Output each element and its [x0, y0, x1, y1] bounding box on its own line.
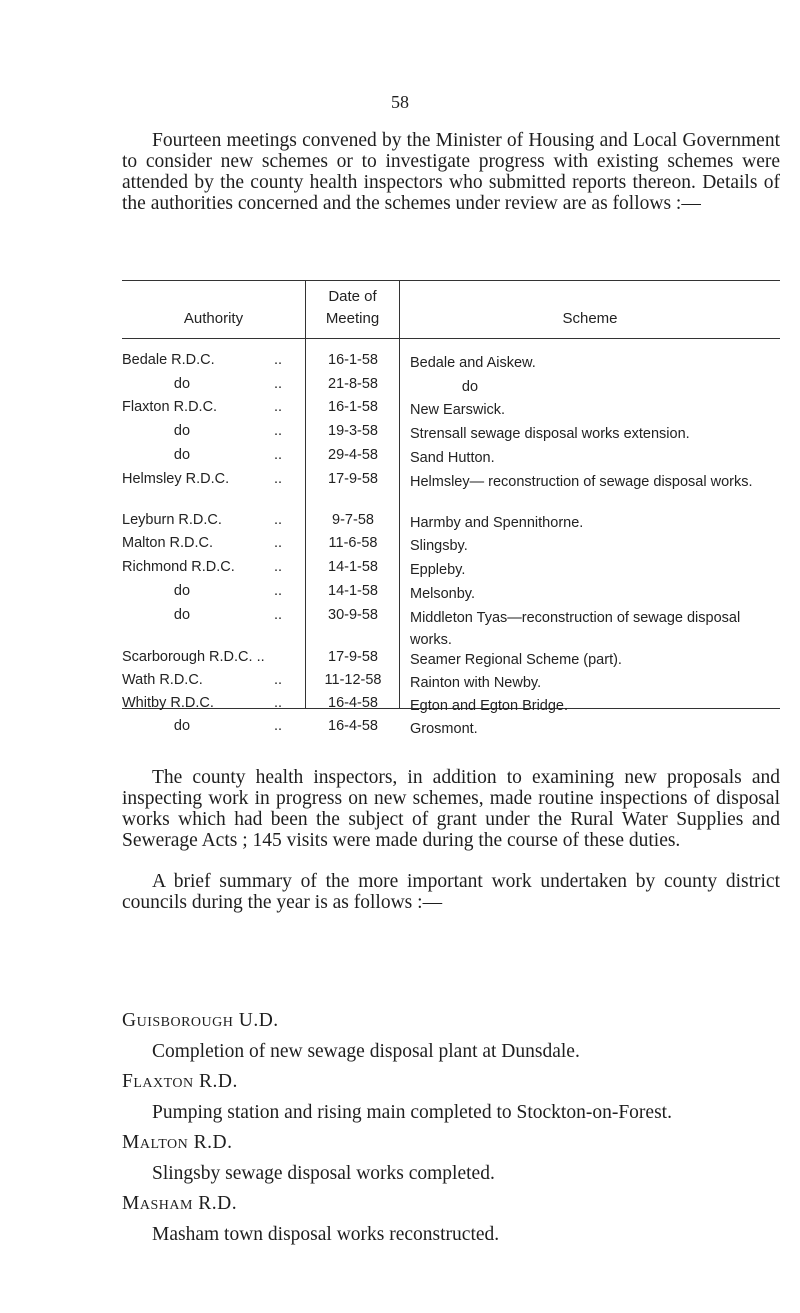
cell-scheme: Slingsby. [410, 538, 468, 554]
cell-scheme: Harmby and Spennithorne. [410, 515, 584, 531]
cell-leader-dots: .. [274, 512, 283, 528]
cell-leader-dots: .. [274, 607, 283, 623]
cell-scheme: Middleton Tyas—reconstruction of sewage disposal works. [410, 610, 741, 648]
cell-authority: Scarborough R.D.C. .. [122, 649, 265, 665]
cell-authority: Leyburn R.D.C. [122, 512, 222, 528]
table-row [122, 535, 780, 557]
cell-scheme: Strensall sewage disposal works extension. [410, 426, 690, 442]
cell-scheme: Grosmont. [410, 721, 478, 737]
header-scheme: Scheme [562, 310, 618, 327]
cell-date: 16-4-58 [328, 695, 378, 711]
cell-authority: Helmsley R.D.C. [122, 471, 230, 487]
cell-leader-dots: .. [274, 718, 283, 734]
cell-date: 14-1-58 [328, 559, 378, 575]
cell-authority: do [173, 718, 191, 734]
cell-leader-dots: .. [274, 352, 283, 368]
cell-scheme: Sand Hutton. [410, 450, 495, 466]
district-heading-text: Masham R.D. [122, 1193, 238, 1214]
district-work-description: Pumping station and rising main completed to Stockton-on-Forest. [152, 1102, 672, 1123]
cell-authority: Bedale R.D.C. [122, 352, 215, 368]
district-heading-text: Flaxton R.D. [122, 1071, 238, 1092]
cell-leader-dots: .. [274, 399, 283, 415]
district-heading-text: Guisborough U.D. [122, 1010, 279, 1031]
cell-date: 17-9-58 [328, 649, 378, 665]
table-header-rule [122, 338, 780, 339]
cell-date: 11-6-58 [328, 535, 378, 551]
table-row [122, 352, 780, 374]
cell-date: 16-1-58 [328, 352, 378, 368]
cell-leader-dots: .. [274, 672, 283, 688]
table-row [122, 559, 780, 581]
cell-scheme: Helmsley— reconstruction of sewage disposal works. [410, 474, 753, 490]
cell-date: 16-4-58 [328, 718, 378, 734]
table-column-divider [399, 280, 400, 708]
table-row [122, 649, 780, 671]
cell-leader-dots: .. [274, 471, 283, 487]
cell-authority: Whitby R.D.C. [122, 695, 214, 711]
cell-date: 16-1-58 [328, 399, 378, 415]
table-row [122, 512, 780, 534]
cell-date: 14-1-58 [328, 583, 378, 599]
cell-scheme: New Earswick. [410, 402, 506, 418]
table-row [122, 695, 780, 717]
inspections-paragraph: The county health inspectors, in addition to examining new proposals and inspecting work in progress on new schemes, made routine inspections of disposal works which had been the subject of grant under the Rural Water Supplies and Sewerage Acts ; 145 visits were made during the course of these duties. [122, 767, 780, 851]
table-row [122, 376, 780, 398]
cell-scheme: Egton and Egton Bridge. [410, 698, 569, 714]
table-column-divider [305, 280, 306, 708]
cell-leader-dots: .. [274, 695, 283, 711]
table-row [122, 399, 780, 421]
table-row [122, 583, 780, 605]
table-row [122, 718, 780, 740]
cell-leader-dots: .. [274, 535, 283, 551]
cell-leader-dots: .. [274, 376, 283, 392]
cell-scheme: Eppleby. [410, 562, 466, 578]
cell-leader-dots: .. [274, 559, 283, 575]
cell-date: 9-7-58 [332, 512, 374, 528]
district-heading [122, 1132, 232, 1154]
cell-authority: Richmond R.D.C. [122, 559, 235, 575]
district-heading [122, 1071, 238, 1093]
district-work-description: Masham town disposal works reconstructed. [152, 1224, 500, 1245]
cell-authority: do [173, 423, 191, 439]
table-row [122, 423, 780, 445]
cell-authority: do [173, 583, 191, 599]
cell-leader-dots: .. [274, 447, 283, 463]
cell-date: 30-9-58 [328, 607, 378, 623]
cell-scheme: Seamer Regional Scheme (part). [410, 652, 622, 668]
table-top-rule [122, 280, 780, 281]
district-work-description: Slingsby sewage disposal works completed. [152, 1163, 495, 1184]
cell-authority: do [173, 376, 191, 392]
cell-authority: Wath R.D.C. [122, 672, 203, 688]
page-number: 58 [391, 92, 409, 112]
district-work-description: Completion of new sewage disposal plant at Dunsdale. [152, 1041, 580, 1062]
district-heading-text: Malton R.D. [122, 1132, 233, 1153]
table-row [122, 447, 780, 469]
cell-scheme: Melsonby. [410, 586, 476, 602]
cell-date: 19-3-58 [328, 423, 378, 439]
cell-scheme: Rainton with Newby. [410, 675, 542, 691]
cell-date: 21-8-58 [328, 376, 378, 392]
district-heading [122, 1010, 279, 1032]
cell-date: 29-4-58 [328, 447, 378, 463]
header-authority: Authority [183, 310, 244, 327]
intro-paragraph: Fourteen meetings convened by the Minister of Housing and Local Government to consider new schemes or to investigate progress with existing schemes were attended by the county health inspectors who submitted reports thereon. Details of the authorities concerned and the schemes under review are as follows :— [122, 130, 780, 214]
cell-authority: do [173, 447, 191, 463]
cell-leader-dots: .. [274, 583, 283, 599]
table-row [122, 607, 780, 648]
table-row [122, 672, 780, 694]
cell-authority: do [173, 607, 191, 623]
cell-date: 17-9-58 [328, 471, 378, 487]
cell-scheme: Bedale and Aiskew. [410, 355, 536, 371]
district-heading [122, 1193, 237, 1215]
cell-authority: Flaxton R.D.C. [122, 399, 218, 415]
table-row [122, 471, 780, 493]
cell-date: 11-12-58 [324, 672, 382, 688]
cell-leader-dots: .. [274, 423, 283, 439]
header-date: Date of Meeting [325, 288, 380, 327]
cell-authority: Malton R.D.C. [122, 535, 214, 551]
cell-scheme: do [461, 379, 479, 395]
summary-intro-paragraph: A brief summary of the more important work undertaken by county district councils during the year is as follows :— [122, 871, 780, 913]
